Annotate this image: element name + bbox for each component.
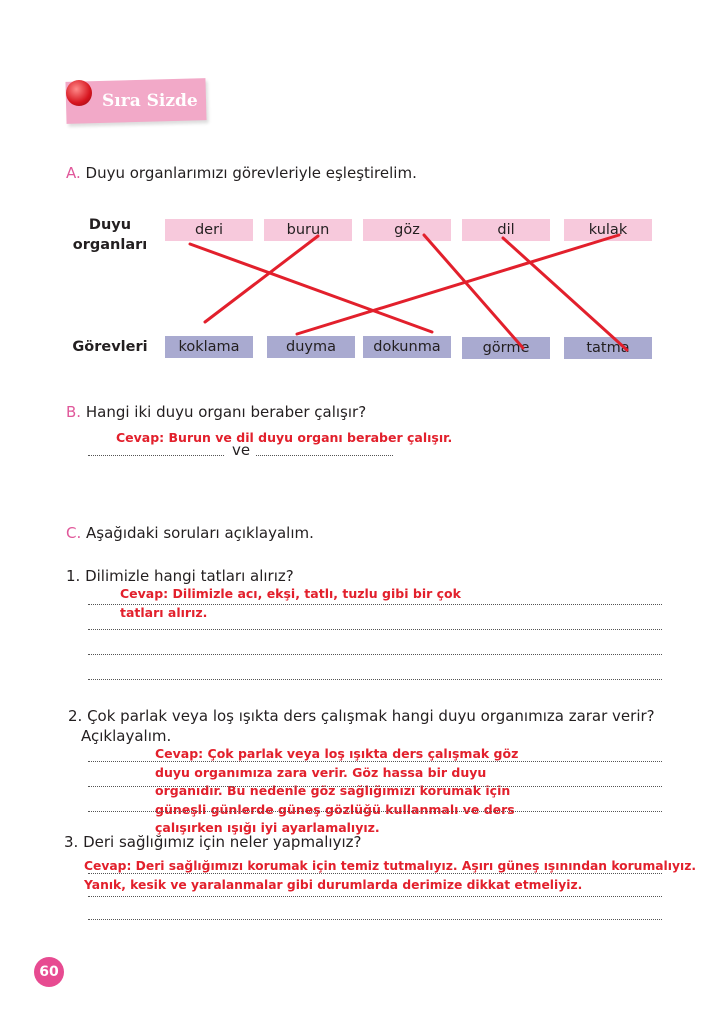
section-letter: B. — [66, 403, 82, 421]
section-letter: C. — [66, 524, 82, 542]
match-line-kulak-duyma — [297, 235, 619, 334]
answer-blank[interactable] — [88, 654, 662, 655]
section-letter: A. — [66, 164, 81, 182]
question-line: 2. Çok parlak veya loş ışıkta ders çalışmak hangi duyu organımıza zarar verir? — [68, 707, 655, 725]
label-line: Duyu — [88, 217, 132, 233]
organ-box[interactable]: deri — [165, 219, 253, 241]
section-instruction: Duyu organlarımızı görevleriyle eşleştirelim. — [85, 164, 417, 182]
page-number: 60 — [34, 957, 64, 987]
answer-line: çalışırken ışığı iyi ayarlamalıyız. — [155, 820, 380, 835]
function-box[interactable]: dokunma — [363, 336, 451, 358]
function-box[interactable]: tatma — [564, 337, 652, 359]
section-c-heading — [66, 524, 314, 542]
answer-blank[interactable] — [88, 604, 662, 605]
label-line: organları — [72, 237, 148, 253]
function-box[interactable]: duyma — [267, 336, 355, 358]
match-line-dil-tatma — [503, 238, 627, 350]
answer-b: Cevap: Burun ve dil duyu organı beraber çalışır. — [116, 430, 453, 445]
answer-blank[interactable] — [88, 811, 662, 812]
answer-line: güneşli günlerde güneş gözlüğü kullanmalı ve ders — [155, 801, 515, 817]
answer-1 — [120, 584, 461, 622]
answer-blank[interactable] — [88, 629, 662, 630]
match-line-burun-koklama — [205, 236, 318, 322]
question-3: 3. Deri sağlığımız için neler yapmalıyız? — [64, 833, 362, 851]
answer-blank[interactable] — [88, 761, 662, 762]
answer-line: Yanık, kesik ve yaralanmalar gibi durumlarda derimize dikkat etmeliyiz. — [84, 878, 583, 892]
answer-blank[interactable] — [88, 896, 662, 897]
answer-blank[interactable] — [88, 679, 662, 680]
organ-box[interactable]: göz — [363, 219, 451, 241]
answer-blank[interactable] — [88, 873, 662, 874]
answer-line: duyu organımıza zara verir. Göz hassa bir duyu — [155, 764, 487, 780]
function-box[interactable]: koklama — [165, 336, 253, 358]
answer-blank[interactable] — [88, 455, 224, 456]
question-line: Açıklayalım. — [81, 727, 172, 745]
function-box[interactable]: görme — [462, 337, 550, 359]
answer-blank[interactable] — [88, 919, 662, 920]
answer-3 — [84, 857, 696, 895]
answer-line: tatları alırız. — [120, 605, 208, 620]
section-instruction: Aşağıdaki soruları açıklayalım. — [86, 524, 314, 542]
answer-line: organıdır. Bu nedenle göz sağlığımızı korumak için — [155, 783, 511, 798]
banner-title: Sıra Sizde — [102, 91, 198, 111]
organ-box[interactable]: dil — [462, 219, 550, 241]
question-2 — [68, 706, 655, 746]
answer-line: Cevap: Dilimizle acı, ekşi, tatlı, tuzlu gibi bir çok — [120, 586, 461, 601]
organ-box[interactable]: kulak — [564, 219, 652, 241]
match-line-deri-dokunma — [190, 244, 432, 332]
answer-blank[interactable] — [256, 455, 393, 456]
section-b-heading — [66, 403, 366, 421]
functions-label: Görevleri — [72, 339, 148, 355]
organ-box[interactable]: burun — [264, 219, 352, 241]
answer-2 — [155, 745, 518, 838]
answer-line: Cevap: Çok parlak veya loş ışıkta ders çalışmak göz — [155, 746, 519, 761]
question-1: 1. Dilimizle hangi tatları alırız? — [66, 567, 294, 585]
connector-text: ve — [232, 441, 251, 459]
section-question: Hangi iki duyu organı beraber çalışır? — [85, 403, 367, 421]
answer-line: Cevap: Deri sağlığımızı korumak için temiz tutmalıyız. Aşırı güneş ışınından korumalıyız. — [84, 859, 697, 873]
answer-blank[interactable] — [88, 786, 662, 787]
